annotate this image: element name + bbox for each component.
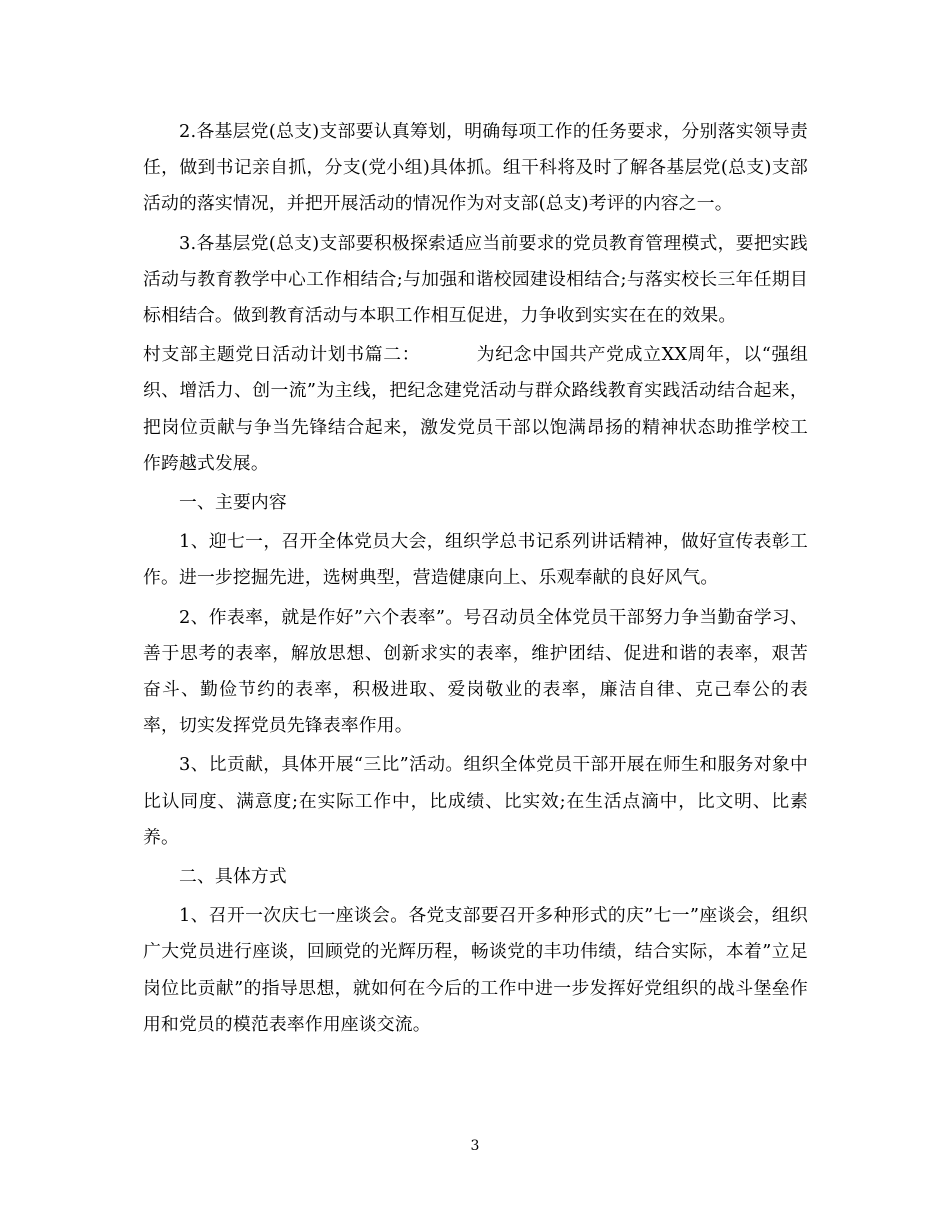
section-intro-paragraph [143, 337, 808, 482]
document-body [143, 114, 808, 1046]
section-heading: 村支部主题党日活动计划书篇二： [143, 344, 421, 366]
paragraph-item-3: 3.各基层党(总支)支部要积极探索适应当前要求的党员教育管理模式，要把实践活动与教育教学中心工作相结合;与加强和谐校园建设相结合;与落实校长三年任期目标相结合。做到教育活动与本职工作相互促进，力争收到实实在在的效果。 [143, 232, 808, 327]
paragraph-method-1: 1、召开一次庆七一座谈会。各党支部要召开多种形式的庆”七一”座谈会，组织广大党员进行座谈，回顾党的光辉历程，畅谈党的丰功伟绩，结合实际，本着”立足岗位比贡献”的指导思想，就如何在今后的工作中进一步发挥好党组织的战斗堡垒作用和党员的模范表率作用座谈交流。 [143, 905, 808, 1035]
heading-main-content: 一、主要内容 [179, 492, 287, 514]
section-intro-text: 为纪念中国共产党成立XX周年，以“强组织、增活力、创一流”为主线，把纪念建党活动与群众路线教育实践活动结合起来，把岗位贡献与争当先锋结合起来，激发党员干部以饱满昂扬的精神状态助推学校工作跨越式发展。 [143, 344, 808, 474]
paragraph-content-1: 1、迎七一，召开全体党员大会，组织学总书记系列讲话精神，做好宣传表彰工作。进一步挖掘先进，选树典型，营造健康向上、乐观奉献的良好风气。 [143, 531, 808, 589]
heading-specific-methods: 二、具体方式 [179, 866, 287, 888]
paragraph-content-3: 3、比贡献，具体开展“三比”活动。组织全体党员干部开展在师生和服务对象中比认同度、满意度;在实际工作中，比成绩、比实效;在生活点滴中，比文明、比素养。 [143, 754, 808, 848]
paragraph-item-2: 2.各基层党(总支)支部要认真筹划，明确每项工作的任务要求，分别落实领导责任，做到书记亲自抓，分支(党小组)具体抓。组干科将及时了解各基层党(总支)支部活动的落实情况，并把开展活动的情况作为对支部(总支)考评的内容之一。 [143, 121, 808, 215]
page-number: 3 [470, 1138, 480, 1154]
paragraph-content-2: 2、作表率，就是作好”六个表率”。号召动员全体党员干部努力争当勤奋学习、善于思考的表率，解放思想、创新求实的表率，维护团结、促进和谐的表率，艰苦奋斗、勤俭节约的表率，积极进取、爱岗敬业的表率，廉洁自律、克己奉公的表率，切实发挥党员先锋表率作用。 [143, 606, 808, 737]
